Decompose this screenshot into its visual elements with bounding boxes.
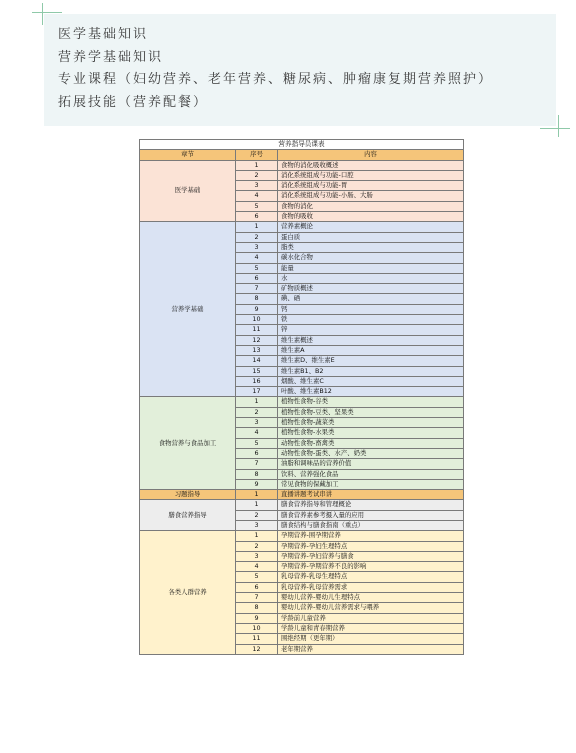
schedule-table-wrapper [139,139,463,655]
intro-line-medical: 医学基础知识 [58,27,149,42]
content-cell: 叶酸、维生素B12 [278,387,464,397]
content-cell: 老年期营养 [278,644,464,654]
content-cell: 食物的消化 [278,201,464,211]
content-cell: 婴幼儿营养-婴幼儿营养需求与喂养 [278,603,464,613]
number-cell: 13 [236,345,278,355]
number-cell: 6 [236,582,278,592]
content-cell: 烟酸、维生素C [278,376,464,386]
content-cell: 学龄儿童和青春期营养 [278,623,464,633]
content-cell: 食物的消化吸收概述 [278,160,464,170]
content-cell: 植物性食物-谷类 [278,397,464,407]
number-cell: 6 [236,212,278,222]
content-cell: 植物性食物-豆类、坚果类 [278,407,464,417]
content-cell: 营养素概论 [278,222,464,232]
number-cell: 6 [236,273,278,283]
content-cell: 维生素D、维生素E [278,356,464,366]
content-cell: 孕期营养-孕期营养不良的影响 [278,562,464,572]
corner-decoration-top-left-h [32,12,62,13]
number-cell: 14 [236,356,278,366]
header-chapter: 章节 [140,150,236,160]
content-cell: 脂类 [278,242,464,252]
number-cell: 5 [236,201,278,211]
content-cell: 消化系统组成与功能-小肠、大肠 [278,191,464,201]
table-body [140,160,464,654]
content-cell: 油脂和调味品的营养价值 [278,459,464,469]
content-cell: 食物的吸收 [278,212,464,222]
number-cell: 1 [236,222,278,232]
number-cell: 1 [236,490,278,500]
number-cell: 1 [236,500,278,510]
table-row [140,490,464,500]
intro-line-nutrition: 营养学基础知识 [58,49,164,65]
content-cell: 乳母营养-乳母营养需求 [278,582,464,592]
content-cell: 消化系统组成与功能-胃 [278,181,464,191]
number-cell: 3 [236,520,278,530]
corner-decoration-bottom-right-v [558,115,559,137]
header-number: 序号 [236,150,278,160]
chapter-cell: 习题指导 [140,490,236,500]
number-cell: 9 [236,613,278,623]
table-row [140,397,464,407]
content-cell: 消化系统组成与功能-口腔 [278,170,464,180]
content-cell: 铁 [278,315,464,325]
chapter-cell: 营养学基础 [140,222,236,397]
content-cell: 孕期营养-孕妇生理特点 [278,541,464,551]
content-cell: 膳食营养指导和管理概论 [278,500,464,510]
number-cell: 9 [236,304,278,314]
number-cell: 8 [236,603,278,613]
table-row [140,531,464,541]
chapter-cell: 膳食营养指导 [140,500,236,531]
number-cell: 2 [236,407,278,417]
content-cell: 直播讲题考试串讲 [278,490,464,500]
content-cell: 围绝经期（更年期） [278,634,464,644]
number-cell: 3 [236,242,278,252]
content-cell: 乳母营养-乳母生理特点 [278,572,464,582]
number-cell: 10 [236,315,278,325]
number-cell: 8 [236,469,278,479]
course-intro-panel [44,14,556,126]
content-cell: 矿物质概述 [278,284,464,294]
number-cell: 11 [236,634,278,644]
number-cell: 11 [236,325,278,335]
number-cell: 3 [236,418,278,428]
table-row [140,160,464,170]
header-content: 内容 [278,150,464,160]
number-cell: 12 [236,335,278,345]
chapter-cell: 医学基础 [140,160,236,222]
content-cell: 孕期营养-围孕期营养 [278,531,464,541]
content-cell: 饮料、营养强化食品 [278,469,464,479]
chapter-cell: 食物营养与食品加工 [140,397,236,490]
content-cell: 膳食营养素参考摄入量的应用 [278,510,464,520]
content-cell: 维生素概述 [278,335,464,345]
number-cell: 2 [236,541,278,551]
number-cell: 17 [236,387,278,397]
number-cell: 3 [236,181,278,191]
content-cell: 常见食物的保藏加工 [278,479,464,489]
content-cell: 碳水化合物 [278,253,464,263]
number-cell: 1 [236,531,278,541]
number-cell: 4 [236,428,278,438]
content-cell: 植物性食物-水果类 [278,428,464,438]
number-cell: 2 [236,232,278,242]
number-cell: 5 [236,263,278,273]
content-cell: 维生素A [278,345,464,355]
corner-decoration-top-left-v [42,3,43,25]
number-cell: 5 [236,438,278,448]
number-cell: 2 [236,170,278,180]
content-cell: 蛋白质 [278,232,464,242]
number-cell: 15 [236,366,278,376]
number-cell: 4 [236,191,278,201]
number-cell: 4 [236,253,278,263]
number-cell: 8 [236,294,278,304]
number-cell: 16 [236,376,278,386]
content-cell: 动物性食物-畜禽类 [278,438,464,448]
content-cell: 学龄前儿童营养 [278,613,464,623]
content-cell: 孕期营养-孕妇营养与膳食 [278,551,464,561]
content-cell: 碘、硒 [278,294,464,304]
number-cell: 5 [236,572,278,582]
table-row [140,500,464,510]
number-cell: 6 [236,448,278,458]
content-cell: 水 [278,273,464,283]
content-cell: 能量 [278,263,464,273]
content-cell: 膳食结构与膳食指南（重点） [278,520,464,530]
content-cell: 植物性食物-蔬菜类 [278,418,464,428]
content-cell: 动物性食物-蛋类、水产、奶类 [278,448,464,458]
content-cell: 婴幼儿营养-婴幼儿生理特点 [278,593,464,603]
content-cell: 锌 [278,325,464,335]
number-cell: 2 [236,510,278,520]
number-cell: 3 [236,551,278,561]
number-cell: 10 [236,623,278,633]
number-cell: 1 [236,397,278,407]
corner-decoration-bottom-right-h [540,128,570,129]
number-cell: 7 [236,459,278,469]
content-cell: 钙 [278,304,464,314]
intro-line-professional: 专业课程（妇幼营养、老年营养、糖尿病、肿瘤康复期营养照护） [58,72,494,87]
content-cell: 维生素B1、B2 [278,366,464,376]
intro-line-extension: 拓展技能（营养配餐） [58,94,209,110]
chapter-cell: 各类人群营养 [140,531,236,655]
table-title: 营养指导员课表 [140,140,464,150]
number-cell: 7 [236,593,278,603]
number-cell: 7 [236,284,278,294]
number-cell: 1 [236,160,278,170]
table-row [140,222,464,232]
schedule-table [139,139,464,655]
number-cell: 9 [236,479,278,489]
number-cell: 4 [236,562,278,572]
number-cell: 12 [236,644,278,654]
